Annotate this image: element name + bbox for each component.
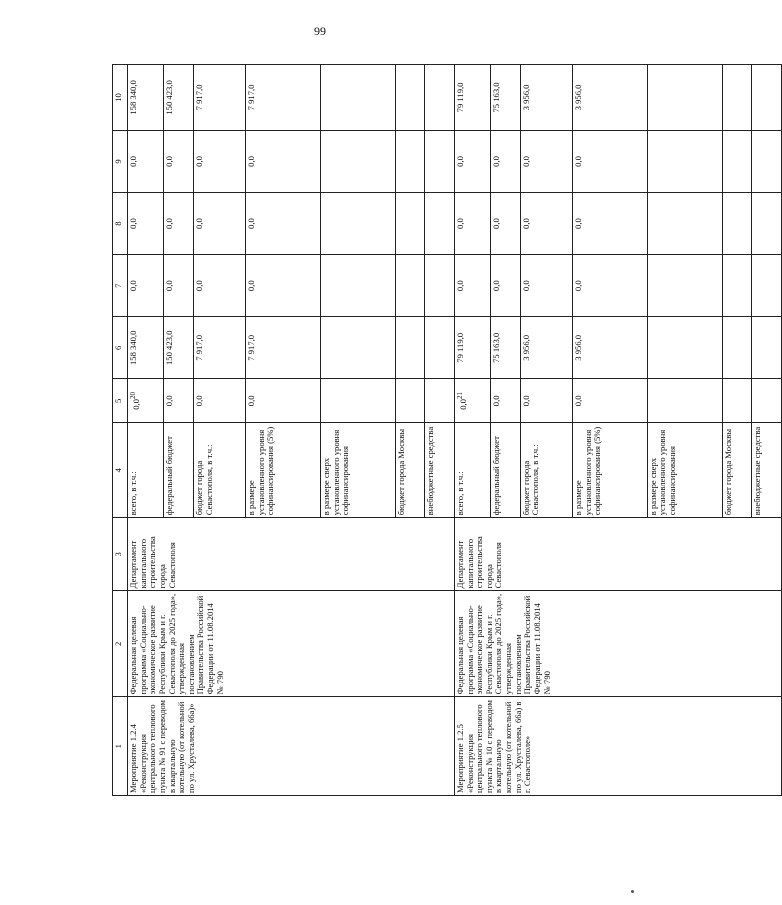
- value-cell-c7: [454, 255, 490, 317]
- value-cell-c6: [164, 317, 194, 379]
- value-cell-c9: [454, 130, 490, 192]
- value-cell-c6: [647, 317, 722, 379]
- value-cell-c7: [491, 255, 521, 317]
- rotated-budget-table-page: [112, 64, 782, 796]
- value-text: 0,0: [491, 218, 502, 229]
- value-cell-c10: [425, 65, 455, 131]
- value-text: 0,0: [573, 395, 584, 407]
- value-text: 0,0: [573, 218, 584, 229]
- value-text: 0,0: [193, 156, 204, 167]
- value-cell-c8: [491, 193, 521, 255]
- value-text: 0,0: [193, 218, 204, 229]
- value-cell-c6: [573, 317, 648, 379]
- value-cell-c9: [164, 130, 194, 192]
- value-cell-c8: [128, 193, 164, 255]
- value-text: 0,0: [454, 280, 465, 292]
- column-number: 9: [113, 130, 128, 192]
- value-cell-c7: [520, 255, 572, 317]
- funding-source-cell: в размере сверх установленного уровня софинансирования: [647, 423, 722, 518]
- funding-source-cell: в размере установленного уровня софинансирования (5%): [246, 423, 321, 518]
- value-cell-c10: [164, 65, 194, 131]
- funding-source-cell: бюджет города Севастополя, в т.ч.:: [193, 423, 245, 518]
- program-cell: Федеральная целевая программа «Социально-экономическое развитие Республики Крым и г. Севастополя до 2025 года», утвержденная постановлением Правительства Российской Федерации от 11.08.2014 № 790: [454, 591, 781, 697]
- value-text: 79 119,0: [454, 82, 465, 113]
- value-text: 0,0: [193, 280, 204, 292]
- value-text: 0,0: [164, 218, 175, 229]
- value-cell-c10: [320, 65, 395, 131]
- value-text: 0,0: [573, 280, 584, 292]
- value-cell-c5: [454, 379, 490, 423]
- value-cell-c7: [320, 255, 395, 317]
- funding-source-cell: внебюджетные средства: [752, 423, 782, 518]
- value-cell-c9: [320, 130, 395, 192]
- value-cell-c9: [573, 130, 648, 192]
- value-cell-c5: [128, 379, 164, 423]
- value-text: 0,0: [520, 395, 531, 407]
- value-cell-c6: [520, 317, 572, 379]
- value-text: 0,0: [193, 395, 204, 407]
- value-cell-c7: [722, 255, 752, 317]
- value-cell-c5: [647, 379, 722, 423]
- funding-source-cell: бюджет города Москвы: [395, 423, 425, 518]
- value-cell-c9: [128, 130, 164, 192]
- value-cell-c10: [246, 65, 321, 131]
- column-number: 1: [113, 697, 128, 796]
- table-row: [128, 65, 164, 796]
- value-text: 0,0: [130, 399, 141, 410]
- value-cell-c8: [246, 193, 321, 255]
- value-cell-c6: [491, 317, 521, 379]
- value-text: 7 917,0: [193, 334, 204, 361]
- executor-cell: Департамент капитального строительства города Севастополя: [128, 518, 455, 591]
- table-row: [454, 65, 490, 796]
- column-number: 10: [113, 65, 128, 131]
- value-cell-c7: [164, 255, 194, 317]
- value-cell-c6: [128, 317, 164, 379]
- measure-cell: Мероприятие 1.2.5 «Реконструкция центрального теплового пункта № 10 с переводом в квартальную котельную (от котельной по ул. Хрусталева, 66а) в г. Севастополе»: [454, 697, 781, 796]
- value-cell-c10: [454, 65, 490, 131]
- value-cell-c8: [454, 193, 490, 255]
- value-text: 158 340,0: [128, 80, 138, 115]
- value-cell-c6: [752, 317, 782, 379]
- value-text: 0,0: [164, 156, 175, 167]
- value-cell-c5: [320, 379, 395, 423]
- value-cell-c5: [752, 379, 782, 423]
- value-cell-c6: [320, 317, 395, 379]
- value-text: 3 956,0: [573, 84, 584, 111]
- value-text: 0,0: [246, 156, 257, 167]
- value-cell-c7: [246, 255, 321, 317]
- value-cell-c8: [722, 193, 752, 255]
- value-cell-c5: [520, 379, 572, 423]
- value-cell-c9: [395, 130, 425, 192]
- funding-source-cell: всего, в т.ч.:: [128, 423, 164, 518]
- value-cell-c10: [722, 65, 752, 131]
- value-cell-c8: [520, 193, 572, 255]
- funding-source-cell: в размере установленного уровня софинансирования (5%): [573, 423, 648, 518]
- scan-speck: [631, 890, 634, 893]
- value-cell-c8: [320, 193, 395, 255]
- column-number: 4: [113, 423, 128, 518]
- value-cell-c6: [454, 317, 490, 379]
- value-cell-c5: [164, 379, 194, 423]
- value-text: 7 917,0: [246, 84, 257, 111]
- value-cell-c5: [491, 379, 521, 423]
- value-text: 0,0: [520, 218, 531, 229]
- budget-table: [112, 64, 782, 796]
- value-text: 0,0: [246, 395, 257, 407]
- value-cell-c9: [722, 130, 752, 192]
- column-number-row: [113, 65, 128, 796]
- value-cell-c5: [246, 379, 321, 423]
- value-cell-c6: [395, 317, 425, 379]
- value-cell-c8: [752, 193, 782, 255]
- value-cell-c9: [520, 130, 572, 192]
- value-cell-c6: [246, 317, 321, 379]
- value-cell-c10: [395, 65, 425, 131]
- value-text: 150 423,0: [164, 330, 175, 365]
- column-number: 7: [113, 255, 128, 317]
- column-number: 8: [113, 193, 128, 255]
- value-text: 0,0: [164, 280, 175, 292]
- value-cell-c7: [395, 255, 425, 317]
- value-cell-c10: [193, 65, 245, 131]
- value-text: 0,0: [128, 280, 138, 292]
- value-cell-c7: [425, 255, 455, 317]
- funding-source-cell: федеральный бюджет: [164, 423, 194, 518]
- value-text: 7 917,0: [193, 84, 204, 111]
- value-cell-c8: [573, 193, 648, 255]
- value-text: 0,0: [491, 280, 502, 292]
- funding-source-cell: внебюджетные средства: [425, 423, 455, 518]
- value-text: 0,0: [457, 399, 468, 410]
- value-cell-c5: [573, 379, 648, 423]
- value-cell-c9: [491, 130, 521, 192]
- value-cell-c5: [722, 379, 752, 423]
- value-text: 150 423,0: [164, 80, 175, 115]
- footnote-mark: 20: [129, 391, 137, 400]
- value-cell-c5: [193, 379, 245, 423]
- value-cell-c9: [425, 130, 455, 192]
- value-cell-c10: [647, 65, 722, 131]
- value-cell-c9: [647, 130, 722, 192]
- value-cell-c7: [752, 255, 782, 317]
- column-number: 2: [113, 591, 128, 697]
- funding-source-cell: в размере сверх установленного уровня софинансирования: [320, 423, 395, 518]
- value-text: 75 163,0: [491, 82, 502, 113]
- value-text: 0,0: [454, 218, 465, 229]
- value-cell-c8: [395, 193, 425, 255]
- value-text: 0,0: [491, 395, 502, 407]
- value-cell-c10: [491, 65, 521, 131]
- value-text: 75 163,0: [491, 332, 502, 363]
- funding-source-cell: бюджет города Москвы: [722, 423, 752, 518]
- measure-cell: Мероприятие 1.2.4 «Реконструкция центрального теплового пункта № 91 с переводом в квартальную котельную (от котельной по ул. Хрусталева, 66а)»: [128, 697, 455, 796]
- value-text: 0,0: [164, 395, 175, 407]
- funding-source-cell: всего, в т.ч.:: [454, 423, 490, 518]
- value-cell-c7: [647, 255, 722, 317]
- value-cell-c9: [752, 130, 782, 192]
- value-text: 0,0: [573, 156, 584, 167]
- value-cell-c5: [395, 379, 425, 423]
- value-text: 3 956,0: [520, 334, 531, 361]
- value-cell-c8: [193, 193, 245, 255]
- executor-cell: Департамент капитального строительства города Севастополя: [454, 518, 781, 591]
- value-cell-c10: [128, 65, 164, 131]
- value-text: 0,0: [491, 156, 502, 167]
- value-cell-c7: [128, 255, 164, 317]
- value-text: 7 917,0: [246, 334, 257, 361]
- funding-source-cell: федеральный бюджет: [491, 423, 521, 518]
- column-number: 5: [113, 379, 128, 423]
- program-cell: Федеральная целевая программа «Социально-экономическое развитие Республики Крым и г. Севастополя до 2025 года», утвержденная постановлением Правительства Российской Федерации от 11.08.2014 № 790: [128, 591, 455, 697]
- value-cell-c6: [425, 317, 455, 379]
- value-text: 0,0: [128, 218, 138, 229]
- value-text: 79 119,0: [454, 332, 465, 363]
- column-number: 3: [113, 518, 128, 591]
- value-cell-c9: [193, 130, 245, 192]
- value-cell-c8: [647, 193, 722, 255]
- value-cell-c8: [164, 193, 194, 255]
- value-cell-c10: [573, 65, 648, 131]
- value-text: 0,0: [246, 218, 257, 229]
- value-cell-c7: [193, 255, 245, 317]
- table-body: [128, 65, 782, 796]
- value-text: 0,0: [454, 156, 465, 167]
- funding-source-cell: бюджет города Севастополя, в т.ч.:: [520, 423, 572, 518]
- value-text: 3 956,0: [573, 334, 584, 361]
- value-text: 0,0: [128, 156, 138, 167]
- footnote-mark: 21: [455, 391, 464, 400]
- value-cell-c6: [722, 317, 752, 379]
- value-cell-c5: [425, 379, 455, 423]
- value-cell-c10: [752, 65, 782, 131]
- value-text: 0,0: [246, 280, 257, 292]
- value-text: 0,0: [520, 280, 531, 292]
- value-text: 0,0: [520, 156, 531, 167]
- page-number: 99: [314, 24, 326, 38]
- value-cell-c8: [425, 193, 455, 255]
- column-number: 6: [113, 317, 128, 379]
- value-cell-c7: [573, 255, 648, 317]
- value-text: 3 956,0: [520, 84, 531, 111]
- value-cell-c6: [193, 317, 245, 379]
- value-text: 158 340,0: [128, 330, 138, 365]
- value-cell-c10: [520, 65, 572, 131]
- value-cell-c9: [246, 130, 321, 192]
